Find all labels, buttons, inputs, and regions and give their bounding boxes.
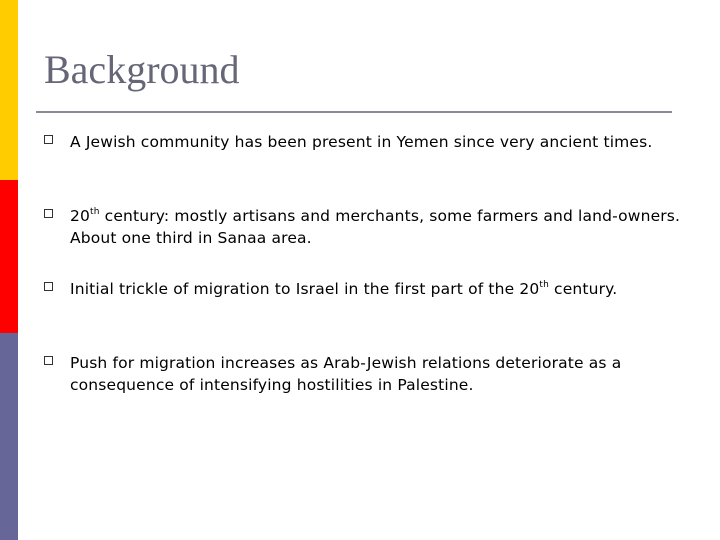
bullet-text: Push for migration increases as Arab-Jewish relations deteriorate as a consequence of intensifying hostilities in Palestine. <box>70 354 622 394</box>
bullet-text: A Jewish community has been present in Yemen since very ancient times. <box>70 133 653 151</box>
bullet-text: 20th century: mostly artisans and merchants, some farmers and land-owners. About one third in Sanaa area. <box>70 207 681 247</box>
title-divider <box>36 111 672 113</box>
side-band-blue <box>0 333 18 540</box>
square-bullet-icon <box>44 209 53 218</box>
side-band-yellow <box>0 0 18 180</box>
square-bullet-icon <box>44 282 53 291</box>
bullet-text: Initial trickle of migration to Israel in the first part of the 20th century. <box>70 280 618 298</box>
square-bullet-icon <box>44 356 53 365</box>
side-band-red <box>0 180 18 333</box>
slide-title: Background <box>44 47 240 92</box>
square-bullet-icon <box>44 135 53 144</box>
